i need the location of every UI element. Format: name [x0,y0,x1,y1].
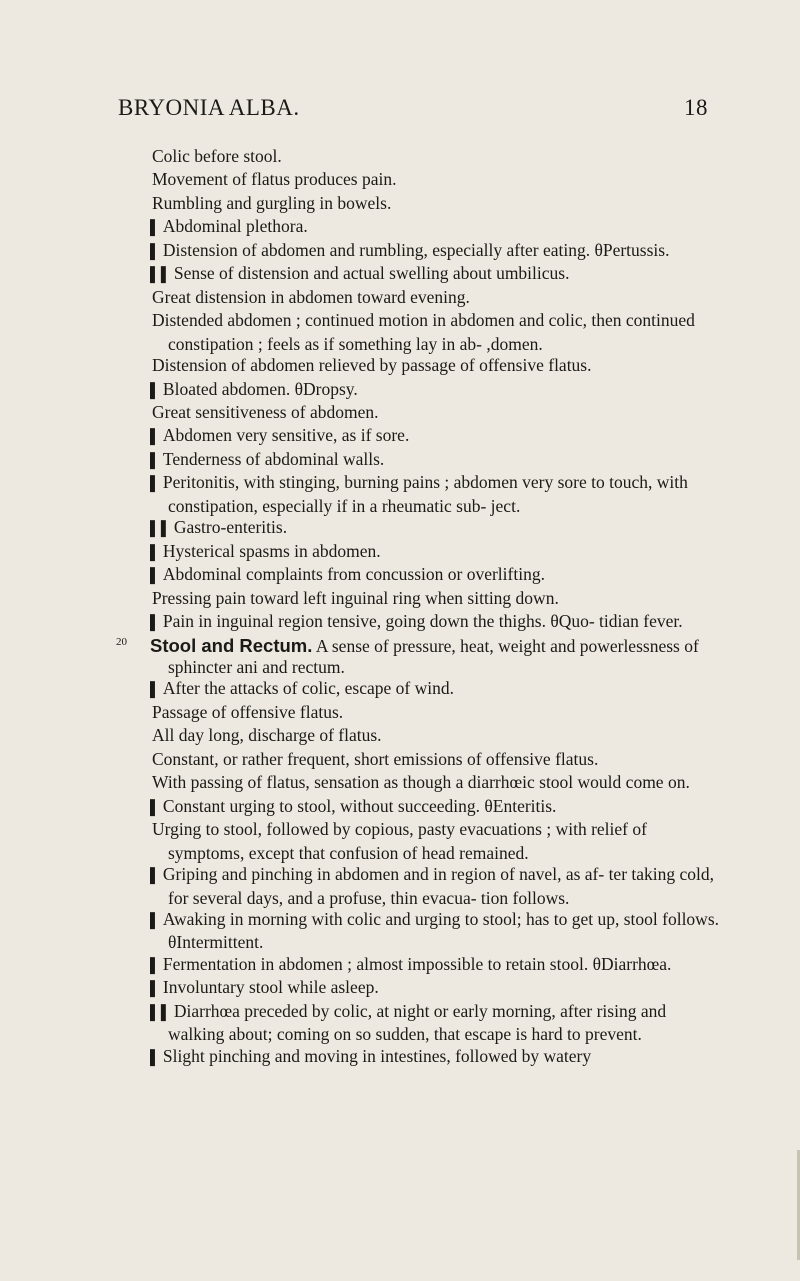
symptom-text: Distended abdomen ; continued motion in abdomen and colic, then continued constipation ; feels as if something lay in ab- ,domen. [152,310,695,354]
symptom-text: Hysterical spasms in abdomen. [162,540,381,561]
symptom-entry [150,402,726,425]
symptom-text: Abdominal complaints from concussion or overlifting. [162,564,545,585]
symptom-text: Constant, or rather frequent, short emissions of offensive flatus. [152,748,599,769]
symptom-text: After the attacks of colic, escape of wind. [162,678,454,699]
header-title: BRYONIA ALBA. [118,95,300,120]
symptom-text: Great sensitiveness of abdomen. [152,401,379,422]
symptom-text: Rumbling and gurgling in bowels. [152,192,392,213]
symptom-entry [150,472,726,517]
symptom-entry [150,749,726,772]
symptom-text: Pressing pain toward left inguinal ring when sitting down. [152,587,559,608]
symptom-text: Gastro-enteritis. [173,517,288,538]
symptom-entry [150,169,726,192]
symptom-entry [150,449,726,472]
symptom-entry [150,263,726,286]
emphasis-mark: ▌ [150,616,161,632]
emphasis-mark: ▌ [150,1050,161,1066]
symptom-entry [150,379,726,402]
emphasis-mark: ▌▌ [150,1005,172,1021]
emphasis-mark: ▌ [150,430,161,446]
emphasis-mark: ▌ [150,477,161,493]
symptom-text: Abdominal plethora. [162,216,308,237]
symptom-entry [150,1046,726,1069]
symptom-text: Sense of distension and actual swelling about umbilicus. [173,263,570,284]
symptom-entry [150,772,726,795]
symptom-text: Diarrhœa preceded by colic, at night or early morning, after rising and walking about; coming on so sudden, that escape is hard to prevent. [168,1000,667,1045]
emphasis-mark: ▌ [150,913,161,929]
symptom-text: Griping and pinching in abdomen and in region of navel, as af- ter taking cold, for several days, and a profuse, thin evacua- tion follows. [162,864,715,908]
symptom-entry [150,310,726,355]
section-title: Stool and Rectum. [150,634,313,656]
symptom-text: Fermentation in abdomen ; almost impossible to retain stool. θDiarrhœa. [162,953,672,974]
symptom-entry [150,678,726,701]
symptom-text: Movement of flatus produces pain. [152,169,397,190]
emphasis-mark: ▌▌ [150,268,172,284]
symptom-entry [150,1001,726,1046]
emphasis-mark: ▌ [150,869,161,885]
symptom-text: With passing of flatus, sensation as though a diarrhœic stool would come on. [152,772,690,793]
running-head [118,95,708,121]
emphasis-mark: ▌ [150,383,161,399]
emphasis-mark: ▌ [150,800,161,816]
emphasis-mark: ▌ [150,545,161,561]
emphasis-mark: ▌ [150,958,161,974]
symptom-text: Colic before stool. [152,146,282,166]
symptom-entry [150,541,726,564]
emphasis-mark: ▌ [150,221,161,237]
symptom-entry [150,611,726,634]
symptom-entry [150,977,726,1000]
symptom-text: Slight pinching and moving in intestines, followed by watery [162,1045,592,1066]
symptom-text: Bloated abdomen. θDropsy. [162,378,358,399]
symptom-text: Awaking in morning with colic and urging to stool; has to get up, stool follows. θIntermittent. [162,908,720,953]
symptom-entry [150,588,726,611]
symptom-entry [150,216,726,239]
symptom-entry [150,796,726,819]
symptom-entry [150,517,726,540]
symptom-entry [150,954,726,977]
symptom-entry [150,287,726,310]
symptom-entry [150,425,726,448]
symptom-entry [150,355,726,378]
symptom-text: Abdomen very sensitive, as if sore. [162,425,410,446]
body-text [116,146,726,1069]
symptom-text: Tenderness of abdominal walls. [162,448,385,469]
symptom-text: Urging to stool, followed by copious, pasty evacuations ; with relief of symptoms, except that confusion of head remained. [152,819,647,863]
section-text: A sense of pressure, heat, weight and powerlessness of sphincter ani and rectum. [168,635,699,677]
symptom-text: Peritonitis, with stinging, burning pains ; abdomen very sore to touch, with constipation, especially if in a rheumatic sub- ject. [162,472,688,516]
symptom-entry [150,864,726,909]
symptom-entry [150,240,726,263]
emphasis-mark: ▌ [150,569,161,585]
section-heading-entry: 20 Stool and Rectum. A sense of pressure, heat, weight and powerlessness of sphincter ani and rectum. [116,634,699,677]
emphasis-mark: ▌ [150,683,161,699]
symptom-entry [150,193,726,216]
symptom-entry [150,909,726,954]
emphasis-mark: ▌ [150,453,161,469]
symptom-entry [150,725,726,748]
emphasis-mark: ▌ [150,244,161,260]
page-number: 18 [684,95,708,120]
symptom-text: Constant urging to stool, without succeeding. θEnteritis. [162,795,557,816]
symptom-entry [150,146,726,169]
symptom-text: Pain in inguinal region tensive, going down the thighs. θQuo- tidian fever. [162,611,683,632]
symptom-text: Passage of offensive flatus. [152,701,344,722]
symptom-text: Distension of abdomen relieved by passage of offensive flatus. [152,355,592,376]
symptom-text: Great distension in abdomen toward evening. [152,286,470,307]
symptom-text: All day long, discharge of flatus. [152,725,382,746]
symptom-entry [150,819,726,864]
symptom-text: Distension of abdomen and rumbling, especially after eating. θPertussis. [162,239,670,260]
symptom-text: Involuntary stool while asleep. [162,977,379,998]
emphasis-mark: ▌▌ [150,522,172,538]
emphasis-mark: ▌ [150,982,161,998]
symptom-entry [150,702,726,725]
symptom-entry [150,564,726,587]
